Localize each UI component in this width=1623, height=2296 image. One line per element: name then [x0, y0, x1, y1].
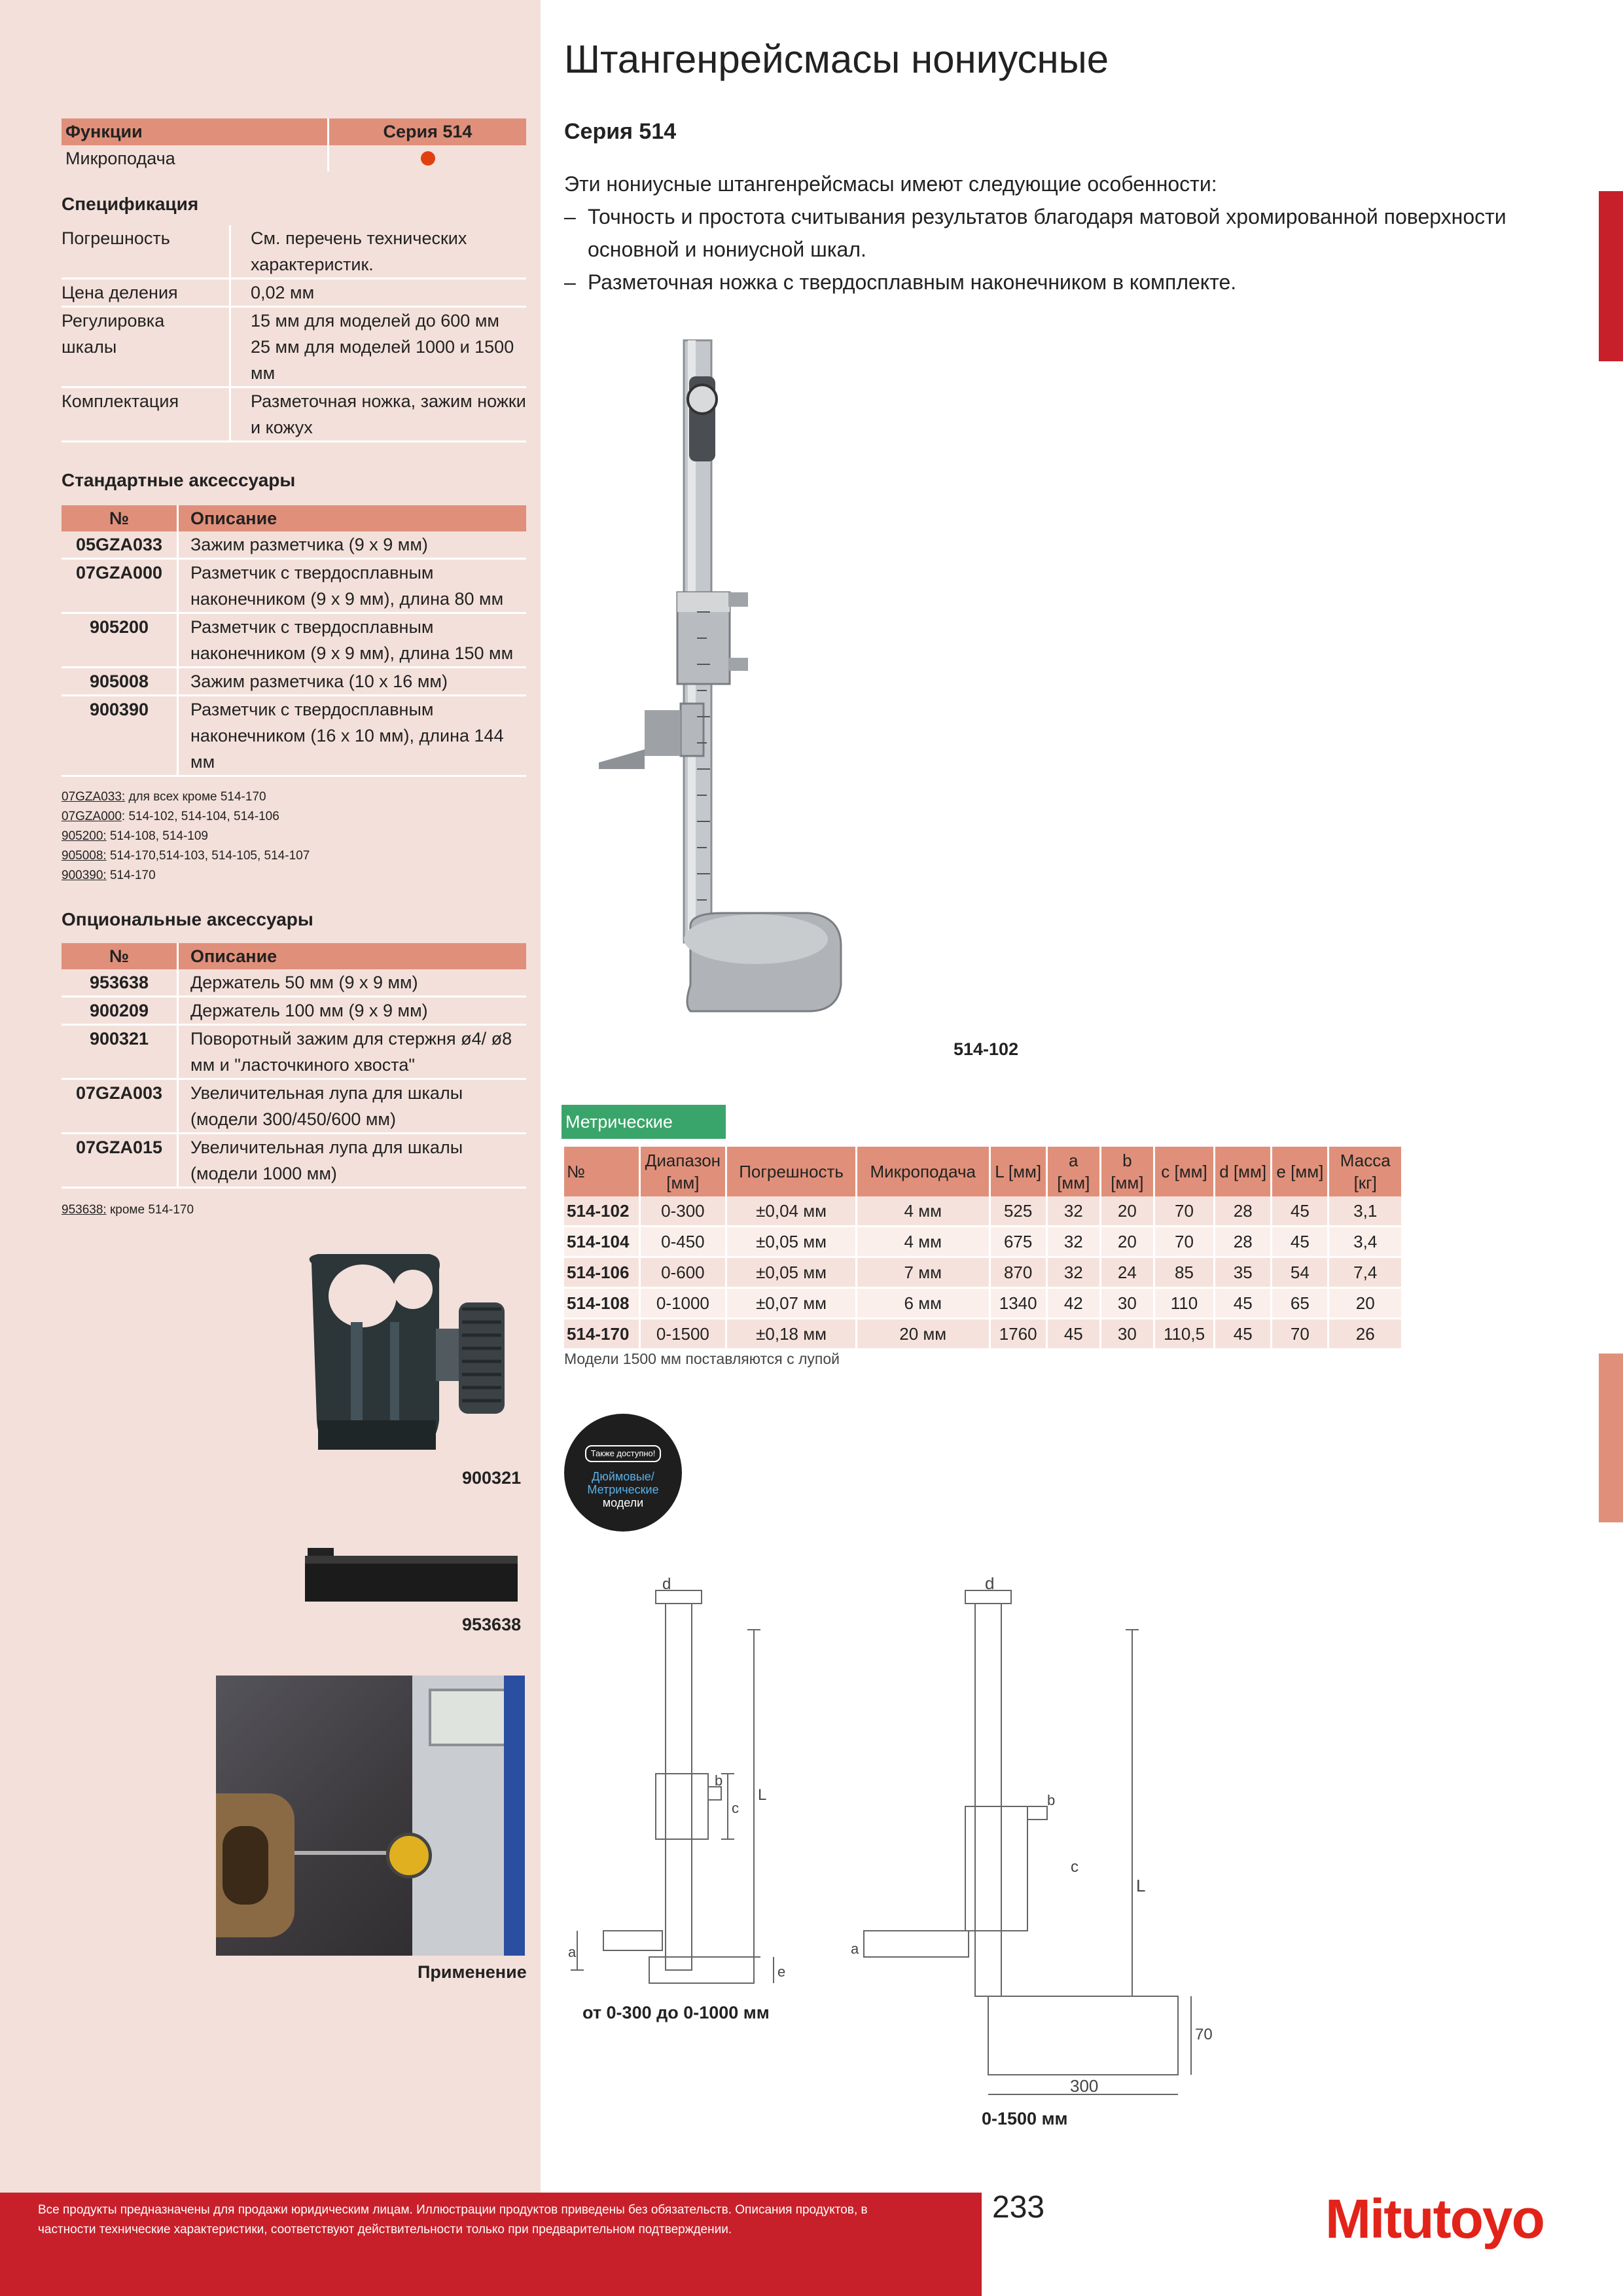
table-cell: 45: [1272, 1196, 1329, 1227]
intro-block: [564, 168, 1578, 298]
col-header: e [мм]: [1272, 1147, 1329, 1196]
table-cell: 7,4: [1329, 1257, 1402, 1288]
note-code: 07GZA033:: [62, 790, 126, 804]
table-cell: 0-1000: [639, 1288, 726, 1319]
table-cell: 525: [990, 1196, 1046, 1227]
table-cell: 4 мм: [856, 1227, 990, 1257]
table-cell: 0-300: [639, 1196, 726, 1227]
note-text: для всех кроме 514-170: [125, 790, 266, 804]
note-code: 900390:: [62, 869, 107, 882]
spec-label: Погрешность: [62, 225, 231, 278]
acc-code: 07GZA000: [62, 560, 179, 612]
spec-value: См. перечень технических характеристик.: [251, 228, 467, 274]
col-desc-header: Описание: [190, 946, 277, 966]
acc-desc: Зажим разметчика (10 x 16 мм): [190, 672, 448, 691]
metric-note: Модели 1500 мм поставляются с лупой: [564, 1350, 840, 1367]
std-acc-title: Стандартные аксессуары: [62, 470, 296, 490]
table-cell: 70: [1154, 1196, 1214, 1227]
dim-label-b: b: [1047, 1792, 1056, 1808]
badge-line3: модели: [602, 1496, 644, 1509]
col-header: a [мм]: [1046, 1147, 1100, 1196]
acc-code: 07GZA003: [62, 1080, 179, 1132]
table-row: [564, 1227, 1402, 1257]
height-gauge-image: [592, 337, 854, 1021]
series-subtitle: Серия 514: [564, 119, 677, 144]
acc-code: 900321: [62, 1026, 179, 1078]
caption-diagram-large: 0-1500 мм: [982, 2109, 1068, 2128]
series-header: Серия 514: [383, 122, 473, 141]
acc-desc: Разметчик с твердосплавным наконечником (9 x 9 мм), длина 80 мм: [190, 563, 504, 609]
note-code: 953638:: [62, 1203, 107, 1217]
table-cell: 28: [1215, 1227, 1272, 1257]
badge-top: Также доступно!: [585, 1445, 661, 1462]
col-header: b [мм]: [1100, 1147, 1154, 1196]
table-row: [564, 1196, 1402, 1227]
table-cell: 42: [1046, 1288, 1100, 1319]
holder-image: [301, 1528, 521, 1607]
table-cell: 85: [1154, 1257, 1214, 1288]
side-tab-bottom: [1599, 1354, 1623, 1522]
spec-label: Комплектация: [62, 388, 231, 440]
note-text: 514-108, 514-109: [106, 829, 208, 843]
caption-900321: 900321: [462, 1468, 522, 1488]
dim-label-300: 300: [1070, 2076, 1099, 2096]
col-header: Погрешность: [726, 1147, 857, 1196]
table-cell: 54: [1272, 1257, 1329, 1288]
table-cell: ±0,07 мм: [726, 1288, 857, 1319]
note-text: 514-170,514-103, 514-105, 514-107: [106, 849, 310, 863]
footer-disclaimer: Все продукты предназначены для продажи юридическим лицам. Иллюстрации продуктов приведены без обязательств. Описания продуктов, в частности технические характеристики, соответствуют действительности только при предварительном подтверждении.: [38, 2203, 868, 2236]
table-cell: 514-108: [564, 1288, 639, 1319]
table-cell: 45: [1046, 1319, 1100, 1350]
table-cell: 1340: [990, 1288, 1046, 1319]
table-cell: 45: [1272, 1227, 1329, 1257]
acc-desc: Зажим разметчика (9 x 9 мм): [190, 535, 428, 554]
functions-table: [62, 118, 526, 171]
std-acc-notes: [62, 787, 533, 886]
table-row: [564, 1288, 1402, 1319]
table-cell: 45: [1215, 1288, 1272, 1319]
table-cell: 32: [1046, 1196, 1100, 1227]
table-cell: 35: [1215, 1257, 1272, 1288]
table-cell: 514-104: [564, 1227, 639, 1257]
spec-value: 0,02 мм: [251, 283, 315, 302]
table-cell: 30: [1100, 1319, 1154, 1350]
dim-label-a: a: [851, 1941, 859, 1957]
dim-label-d: d: [662, 1577, 671, 1593]
acc-desc: Поворотный зажим для стержня ø4/ ø8 мм и "ласточкиного хвоста": [190, 1029, 512, 1075]
swivel-clamp-image: [298, 1250, 521, 1460]
inch-metric-badge: [564, 1414, 682, 1532]
table-cell: ±0,18 мм: [726, 1319, 857, 1350]
table-cell: 20: [1100, 1227, 1154, 1257]
table-cell: 0-600: [639, 1257, 726, 1288]
table-cell: ±0,05 мм: [726, 1257, 857, 1288]
micro-feed-label: Микроподача: [62, 145, 329, 171]
side-tab-top: [1599, 191, 1623, 361]
spec-label: Регулировка шкалы: [62, 311, 165, 357]
table-cell: 675: [990, 1227, 1046, 1257]
col-header: Диапазон [мм]: [639, 1147, 726, 1196]
table-cell: 3,1: [1329, 1196, 1402, 1227]
footer-bar: [0, 2193, 982, 2296]
table-row: [564, 1257, 1402, 1288]
dim-label-a: a: [568, 1944, 577, 1960]
caption-main-image: 514-102: [954, 1039, 1019, 1059]
table-cell: 3,4: [1329, 1227, 1402, 1257]
acc-desc: Увеличительная лупа для шкалы (модели 300/450/600 мм): [190, 1083, 463, 1129]
table-cell: 514-106: [564, 1257, 639, 1288]
table-cell: ±0,04 мм: [726, 1196, 857, 1227]
caption-diagram-small: от 0-300 до 0-1000 мм: [582, 2003, 770, 2022]
table-cell: 20: [1329, 1288, 1402, 1319]
dim-label-L: L: [1136, 1876, 1146, 1895]
table-cell: 32: [1046, 1257, 1100, 1288]
table-cell: 65: [1272, 1288, 1329, 1319]
application-photo: [216, 1676, 525, 1956]
col-header: №: [564, 1147, 639, 1196]
acc-code: 905008: [62, 668, 179, 694]
opt-acc-note: [62, 1200, 194, 1220]
acc-desc: Увеличительная лупа для шкалы (модели 1000 мм): [190, 1138, 463, 1183]
acc-code: 953638: [62, 969, 179, 996]
table-cell: 28: [1215, 1196, 1272, 1227]
table-row: [564, 1319, 1402, 1350]
dim-label-c: c: [1071, 1858, 1079, 1876]
page-title: Штангенрейсмасы нониусные: [564, 37, 1109, 81]
table-cell: 1760: [990, 1319, 1046, 1350]
table-cell: 32: [1046, 1227, 1100, 1257]
caption-application: Применение: [418, 1962, 527, 1982]
table-cell: 20 мм: [856, 1319, 990, 1350]
dimension-diagram-small: [564, 1577, 800, 2003]
table-cell: 70: [1272, 1319, 1329, 1350]
table-cell: 514-170: [564, 1319, 639, 1350]
table-cell: 0-1500: [639, 1319, 726, 1350]
table-cell: 26: [1329, 1319, 1402, 1350]
table-cell: 45: [1215, 1319, 1272, 1350]
dimension-diagram-large: [838, 1577, 1243, 2101]
badge-line2: Метрические: [587, 1483, 659, 1496]
col-no-header: №: [62, 943, 179, 969]
spec-value: 15 мм для моделей до 600 мм 25 мм для моделей 1000 и 1500 мм: [229, 308, 526, 386]
metric-tag: Метрические: [562, 1105, 726, 1139]
brand-logo: Mitutoyo: [1325, 2188, 1544, 2250]
acc-desc: Держатель 100 мм (9 x 9 мм): [190, 1001, 428, 1020]
table-cell: 20: [1100, 1196, 1154, 1227]
table-cell: 70: [1154, 1227, 1214, 1257]
acc-desc: Разметчик с твердосплавным наконечником (9 x 9 мм), длина 150 мм: [190, 617, 514, 663]
dim-label-e: e: [777, 1964, 786, 1980]
note-text: 514-170: [106, 869, 156, 882]
dim-label-c: c: [732, 1800, 739, 1816]
acc-code: 900390: [62, 696, 179, 775]
available-dot-icon: [421, 151, 435, 166]
note-code: 905200:: [62, 829, 107, 843]
acc-code: 07GZA015: [62, 1134, 179, 1187]
col-header: L [мм]: [990, 1147, 1046, 1196]
note-text: кроме 514-170: [106, 1203, 194, 1217]
acc-desc: Разметчик с твердосплавным наконечником (16 x 10 мм), длина 144 мм: [190, 700, 504, 772]
col-header: Микроподача: [856, 1147, 990, 1196]
opt-acc-title: Опциональные аксессуары: [62, 909, 313, 929]
dash-icon: –: [564, 270, 576, 294]
table-cell: 30: [1100, 1288, 1154, 1319]
table-cell: 7 мм: [856, 1257, 990, 1288]
dim-label-d: d: [985, 1577, 995, 1593]
table-cell: 870: [990, 1257, 1046, 1288]
acc-desc: Держатель 50 мм (9 x 9 мм): [190, 973, 418, 992]
note-code: 905008:: [62, 849, 107, 863]
col-header: Масса [кг]: [1329, 1147, 1402, 1196]
intro-text: Эти нониусные штангенрейсмасы имеют следующие особенности:: [564, 172, 1217, 196]
dim-label-b: b: [715, 1772, 723, 1789]
acc-code: 900209: [62, 997, 179, 1024]
dash-icon: –: [564, 205, 576, 228]
bullet-text: Точность и простота считывания результатов благодаря матовой хромированной поверхности основной и нониусной шкал.: [588, 205, 1507, 261]
functions-header: Функции: [62, 118, 329, 145]
table-cell: 110: [1154, 1288, 1214, 1319]
opt-acc-table: [62, 943, 526, 1189]
metric-table: [564, 1147, 1403, 1350]
page-number: 233: [992, 2190, 1045, 2225]
spec-value: Разметочная ножка, зажим ножки и кожух: [251, 391, 526, 437]
table-cell: 6 мм: [856, 1288, 990, 1319]
acc-code: 905200: [62, 614, 179, 666]
table-cell: 24: [1100, 1257, 1154, 1288]
table-cell: 514-102: [564, 1196, 639, 1227]
dim-label-L: L: [758, 1786, 767, 1804]
table-cell: 0-450: [639, 1227, 726, 1257]
caption-953638: 953638: [462, 1615, 522, 1634]
acc-code: 05GZA033: [62, 531, 179, 558]
bullet-text: Разметочная ножка с твердосплавным наконечником в комплекте.: [588, 270, 1237, 294]
badge-line1: Дюймовые/: [592, 1470, 654, 1483]
note-code: 07GZA000: [62, 810, 122, 823]
note-text: : 514-102, 514-104, 514-106: [121, 810, 279, 823]
col-header: c [мм]: [1154, 1147, 1214, 1196]
table-cell: ±0,05 мм: [726, 1227, 857, 1257]
col-header: d [мм]: [1215, 1147, 1272, 1196]
std-acc-table: [62, 505, 526, 777]
table-cell: 4 мм: [856, 1196, 990, 1227]
col-no-header: №: [62, 505, 179, 531]
col-desc-header: Описание: [190, 509, 277, 528]
dim-label-70: 70: [1195, 2026, 1213, 2043]
spec-title: Спецификация: [62, 194, 199, 214]
table-cell: 110,5: [1154, 1319, 1214, 1350]
spec-label: Цена деления: [62, 279, 231, 306]
spec-table: [62, 225, 526, 442]
